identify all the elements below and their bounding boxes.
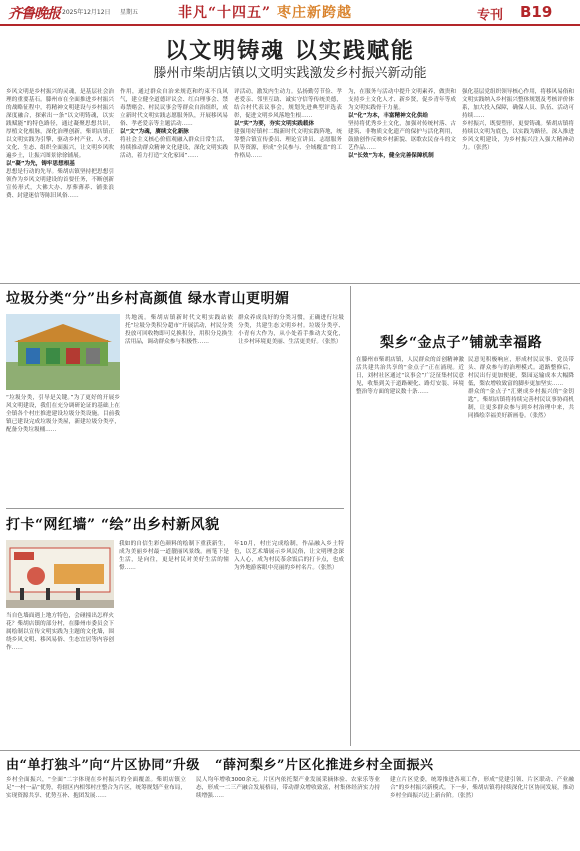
section-divider: [0, 283, 580, 284]
issue-weekday: 星期五: [120, 9, 139, 16]
article-ideas-column-1: 在滕州市柴胡店镇，人民群众的首创精神激活共建共治共享的“金点子”正在涌现。近日，刘村社区通过“议事会”广泛征集村民意见，收集到关于道路硬化、路灯安装、环境整治等方面的建议数十条……: [356, 357, 464, 395]
article-garbage-column-1: “垃圾分类，引导是关键。”为了更好的开展乡风文明建设，我们在充分调研论证的基础上在全镇各个村庄推进建设垃圾分类设施。目前我镇已建设完成垃圾分类屋，新建垃圾分类亭，配备分类垃圾桶……: [6, 395, 120, 433]
lead-headline: 以文明铸魂 以实践赋能: [165, 38, 415, 64]
lead-column-5: 强化基层党组织领导核心作用，将移风易俗和文明实践纳入乡村振兴整体规划及考核评价体系，加大投入保障，确保人员、队伍、活动可持续…… 乡村振兴，既要塑形，更要铸魂。柴胡店镇将持续以文明为底色，以实践为路径，深入推进乡风文明建设，为乡村振兴注入强大精神动力。（张然）: [462, 89, 574, 151]
issue-date: 2025年12月12日: [62, 9, 111, 16]
lead-column-4: 为，在服务与活动中提升文明素养，做贵和支持乡土文化人才、新乡贤，促乡青年等成为文明实践骨干力量。 以“化”为本，丰富精神文化供给 坚持将优秀乡土文化，加强对传统村落、古建筑、非物质文化遗产的保护与活化利用，鼓励创作反映乡村新貌、讴歌农民奋斗的文艺作品…… 以“长效”为本，健全完善保障机制: [348, 89, 456, 159]
column-divider: [350, 286, 351, 746]
garbage-sorting-photo: [6, 314, 120, 390]
article-cluster-column-3: 建立片区党委，统筹推进各项工作，形成“党建引领、片区联动、产业融合”的乡村振兴新模式。下一步，柴胡店镇将持续深化片区协同发展，推动乡村全面振兴迈上新台阶。（张然）: [390, 777, 574, 799]
article-ideas-column-2: 民意见积极响应，形成村民议事、党员带头、群众参与的治理模式。道路整修后，村民出行更加便捷，梨园运输成本大幅降低，梨农增收致富的脚步更加坚实…… 群众的“金点子”汇聚成乡村振兴的“金钥匙”。柴胡店镇将持续完善村民议事协商机制，让更多群众参与到乡村治理中来，共同描绘幸福美好新画卷。（张然）: [468, 357, 574, 419]
article-garbage-column-3: 群众养成良好的分类习惯，正确进行垃圾分类，共建生态文明乡村。垃圾分类亭、小青有大作为，从小处着手推动大变化，让乡村环境更美丽、生活更美好。（张然）: [238, 315, 344, 345]
section-divider: [0, 750, 580, 751]
painted-wall-photo: [6, 540, 114, 608]
section-label: 专刊: [477, 8, 504, 23]
article-cluster-headline: 由“单打独斗”向“片区协同”升级 “薛河梨乡”片区化推进乡村全面振兴: [6, 758, 434, 773]
page-header: [0, 0, 580, 26]
article-wall-headline: 打卡“网红墙” “绘”出乡村新风貌: [6, 517, 220, 533]
newspaper-logo: 齐鲁晚报: [8, 6, 60, 22]
lead-column-2: 作用，通过群众自治来规范和约束不良风气，建立健全道德评议会、红白理事会、禁毒禁赌会、村民议事会等群众自治组织，成立新时代文明实践志愿服务队，开展移风易俗、孝老爱亲等主题活动…… 以“文”为魂，赓续文化新脉 将社会主义核心价值观融入群众日常生活，持续推动群众精神文化建设，深化文明实践活动，着力打造“文化家园”……: [120, 89, 228, 159]
article-wall-column-1: 当自色墙面遇上地方特色，会碰撞出怎样火花？柴胡店镇的部分村，在滕州市委员会下属绘制以宣传文明实践为主题的文化墙，围绕乡风文明、移风易俗、生态宜居等内容创作……: [6, 613, 114, 651]
lead-column-1: 乡风文明是乡村振兴的灵魂，是基层社会治理的重要基石。滕州市在全面推进乡村振兴的战略征程中，将精神文明建设与乡村振兴深度融合，探索出一条“以文明铸魂，以实践赋能”的特色路径，通过凝聚思想共识，厚植文化根脉，深化治理创新，柴胡店镇正以文明实践为引擎，驱动乡村产业、人才、文化、生态、组织全面振兴，让文明乡风吹遍乡土，让振兴图景徐徐铺展。 以“凝”为先，铸牢思想根基 思想是行动的先导。柴胡店镇坚持把思想引领作为乡风文明建设的首要任务，不断创新宣传形式，大佛大办、厚葬薄养、铺张浪费、封建迷信等陈旧风俗……: [6, 89, 114, 199]
article-garbage-column-2: 共地流。柴胡店镇新时代文明实践站依托“垃圾分类积分超市”开展活动，村民分类投放可回收物即可兑换积分，用积分兑换生活用品，调动群众参与积极性……: [125, 315, 233, 345]
lead-column-3: 评活动，激发内生动力。弘扬勤劳节俭、孝老爱亲、邻里互助、诚实守信等传统美德，结合村代表议事会，规划先进典型评选表彰，促进文明乡风落地生根…… 以“实”为要，夯实文明实践载体 建强用好镇村二级新时代文明实践阵地，统筹整合镇宣传委员、理论宣讲员、志愿服务队等资源，形成“全民参与、全域覆盖”的工作格局……: [234, 89, 342, 159]
header-slogan: 非凡“十四五” 枣庄新跨越: [178, 5, 352, 21]
article-cluster-column-2: 民人均年增收3000余元。片区内依托梨产业发展采摘体验、农家乐等业态，形成一二三产融合发展格局，带动群众增收致富，村集体经济实力持续增强……: [196, 777, 380, 799]
lead-subheadline: 滕州市柴胡店镇以文明实践激发乡村振兴新动能: [153, 66, 427, 81]
article-wall-column-2: 我如的自信生彩色颜料的绘制下重获新生，成为美丽乡村最一道靓丽风景线。画笔下是生活，是向往，更是村民对美好生活的憧憬……: [119, 541, 229, 571]
page-number: B19: [520, 3, 553, 21]
section-divider: [6, 508, 344, 509]
article-wall-column-3: 年10月，村庄完成绘制，作品融入乡土特色，以艺术墙展示乡风民俗，让文明理念深入人心，成为村民茶余饭后的打卡点，也成为外地游客眼中亮丽的乡村名片。（张然）: [234, 541, 344, 571]
article-garbage-headline: 垃圾分类“分”出乡村高颜值 绿水青山更明媚: [6, 291, 290, 307]
article-ideas-headline: 梨乡“金点子”铺就幸福路: [380, 335, 543, 351]
article-cluster-column-1: 乡村全面振兴，“全面”二字体现在乡村振兴的全面覆盖。柴胡店镇立足“一村一品”优势，将辖区内相邻村庄整合为片区，统筹规划产业布局，实现资源共享、优势互补、抱团发展……: [6, 777, 186, 799]
